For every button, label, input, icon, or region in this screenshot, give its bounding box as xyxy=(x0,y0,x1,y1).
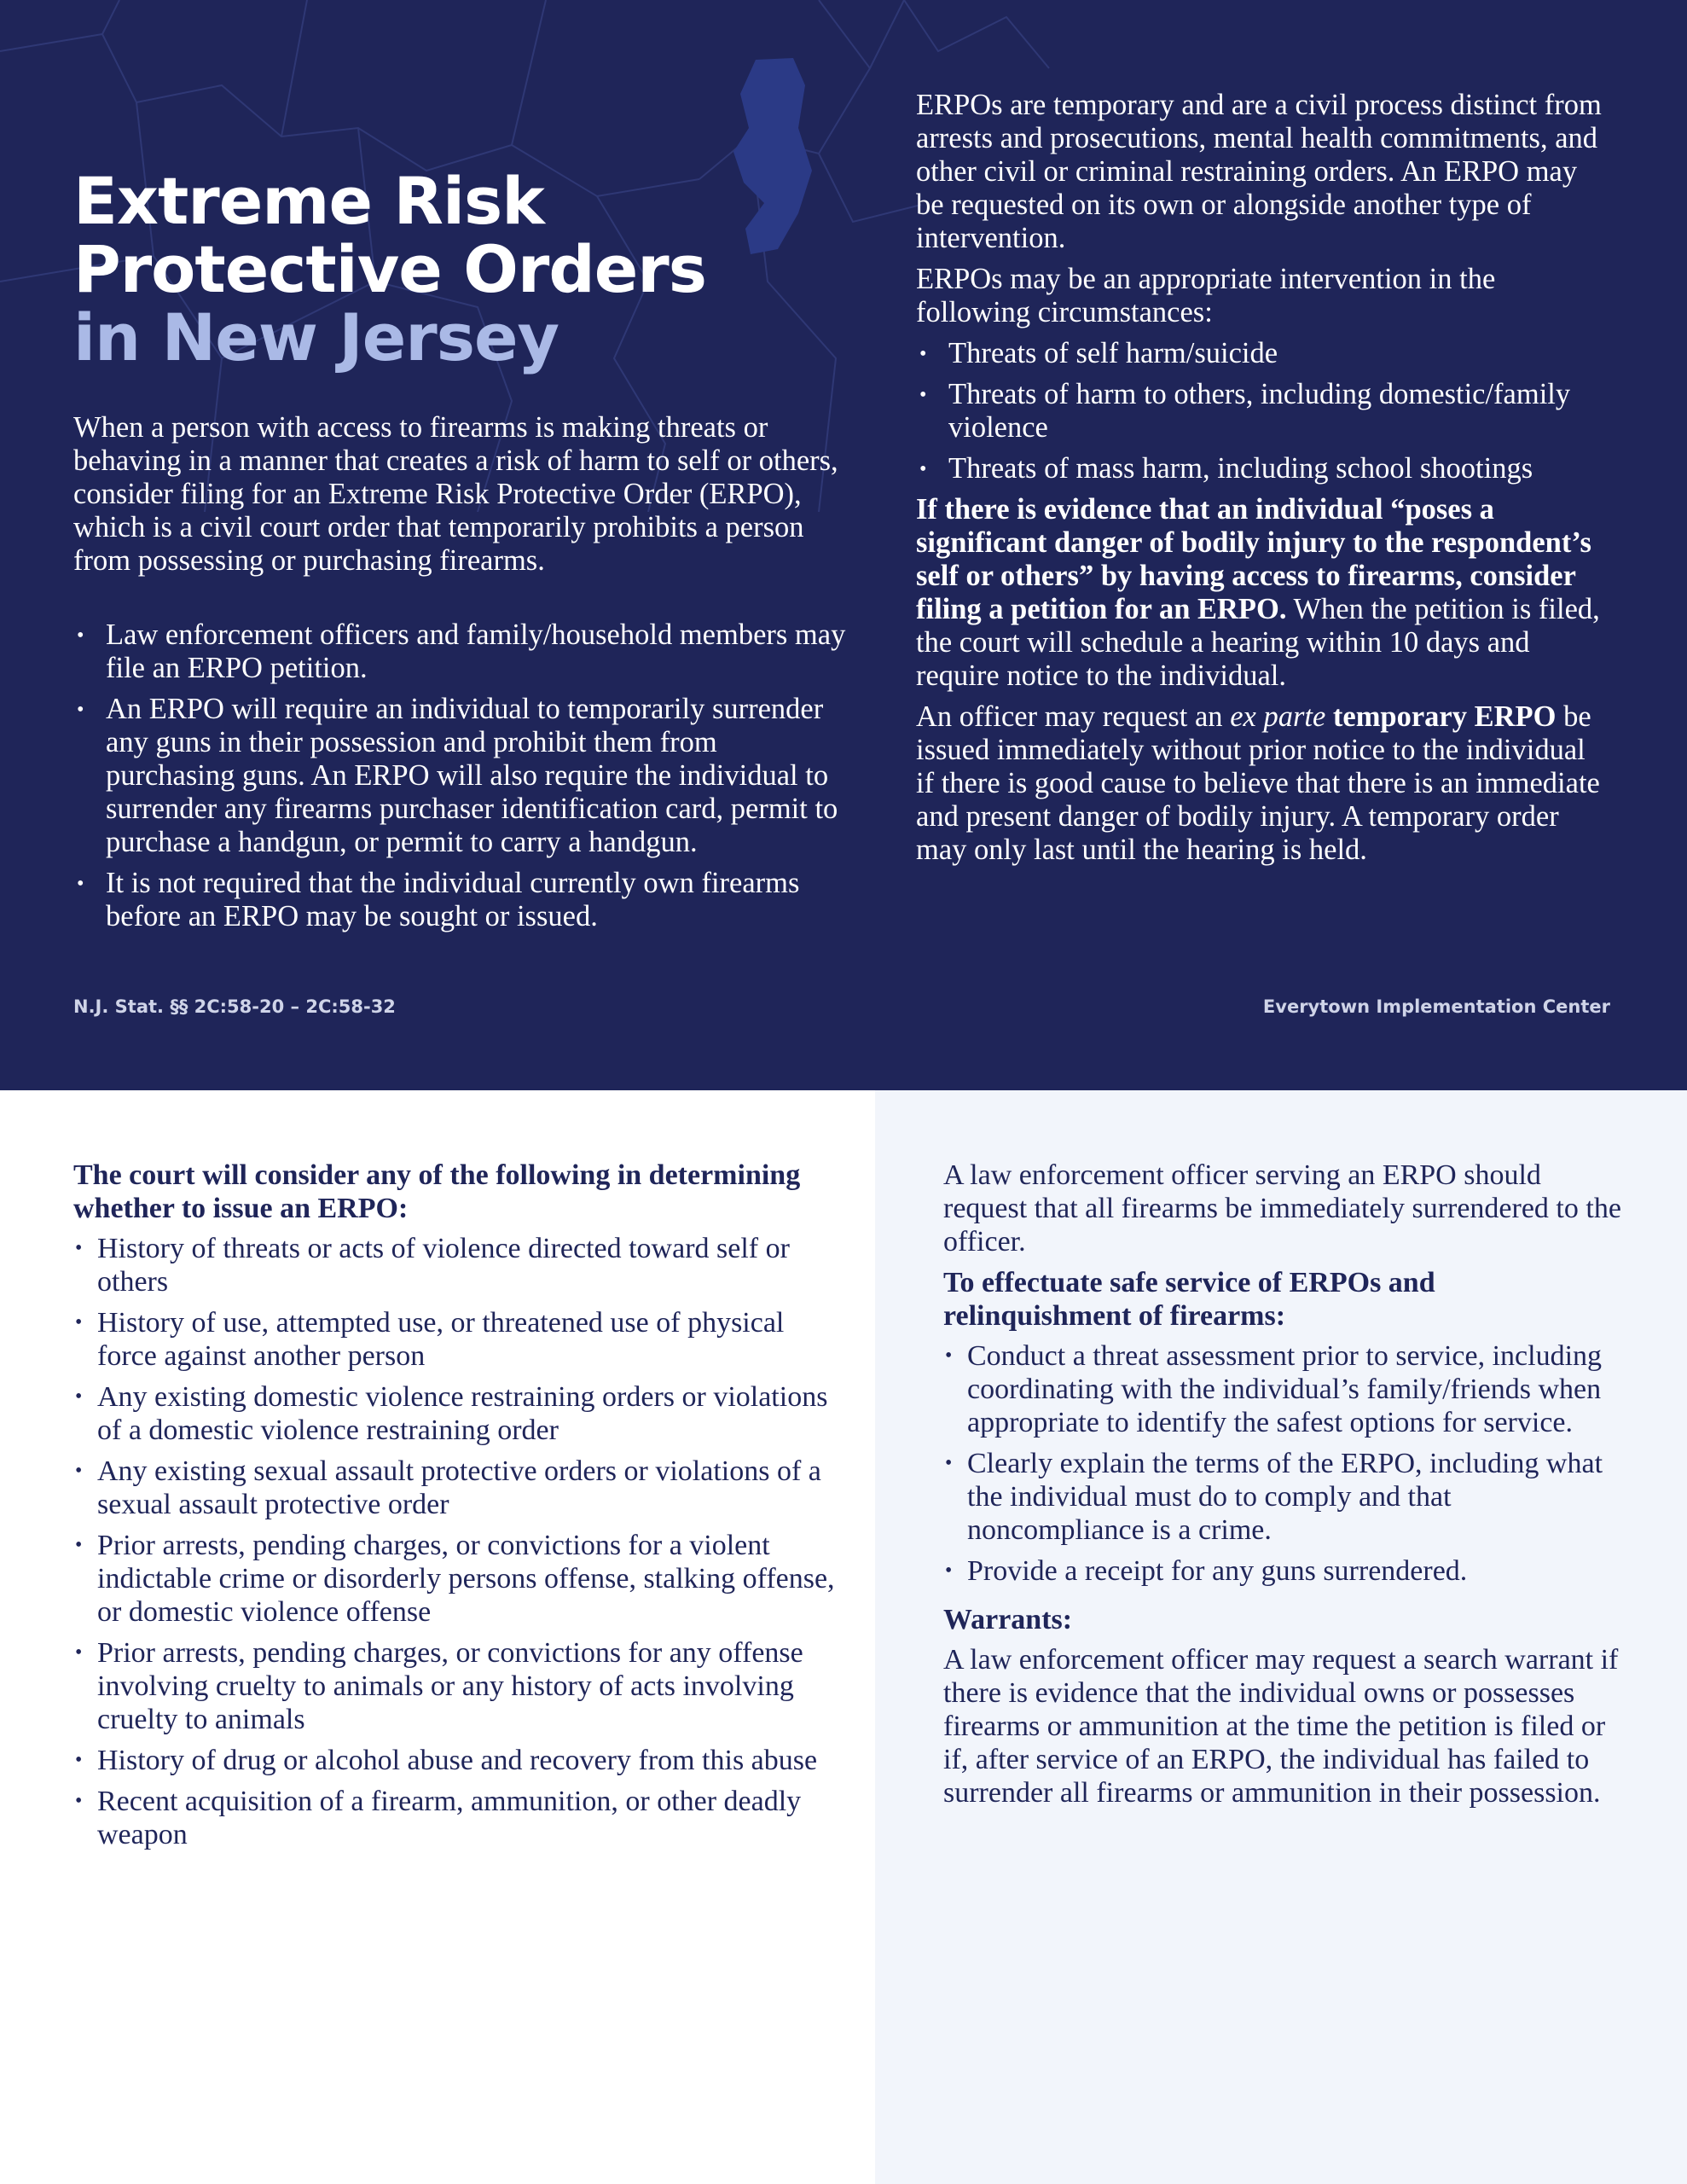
title-line-3: in New Jersey xyxy=(73,299,559,375)
temporary-erpo-text: temporary ERPO xyxy=(1325,700,1557,733)
court-factors-list xyxy=(73,1232,841,1851)
list-item: • History of use, attempted use, or threatened use of physical force against another person xyxy=(73,1306,841,1373)
court-heading: The court will consider any of the following in determining whether to issue an ERPO: xyxy=(73,1159,801,1224)
list-item: • History of drug or alcohol abuse and recovery from this abuse xyxy=(73,1744,841,1777)
list-item: • Prior arrests, pending charges, or convictions for any offense involving cruelty to animals or any history of acts involving cruelty to animals xyxy=(73,1636,841,1736)
temporary-order-text-a: An officer may request an xyxy=(916,700,1231,733)
evidence-bold-text: If there is evidence that an individual “poses a significant danger of bodily injury to the respondent’s self or others” by having access to firearms, consider filing a petition for an ERPO. xyxy=(916,493,1591,625)
statute-citation: N.J. Stat. §§ 2C:58-20 – 2C:58-32 xyxy=(73,996,396,1017)
new-jersey-shape xyxy=(733,58,812,254)
erpo-overview-column xyxy=(916,89,1607,874)
list-item: • Any existing domestic violence restraining orders or violations of a domestic violence restraining order xyxy=(73,1380,841,1447)
circumstances-list xyxy=(916,337,1607,485)
list-item: • Prior arrests, pending charges, or convictions for a violent indictable crime or disorderly persons offense, stalking offense, or domestic violence offense xyxy=(73,1529,841,1629)
list-item: • Recent acquisition of a firearm, ammunition, or other deadly weapon xyxy=(73,1785,841,1851)
service-steps-list xyxy=(943,1339,1626,1588)
warrants-heading: Warrants: xyxy=(943,1604,1073,1635)
ex-parte-text: ex parte xyxy=(1230,700,1326,733)
publisher-credit: Everytown Implementation Center xyxy=(1262,996,1610,1017)
list-item: • Law enforcement officers and family/household members may file an ERPO petition. xyxy=(73,619,849,685)
service-section xyxy=(943,1159,1626,1817)
evidence-paragraph xyxy=(916,493,1607,693)
list-item: • Any existing sexual assault protective orders or violations of a sexual assault protective order xyxy=(73,1455,841,1521)
overview-paragraph: ERPOs are temporary and are a civil process distinct from arrests and prosecutions, mental health commitments, and other civil or criminal restraining orders. An ERPO may be requested on its own or alongside another type of intervention. xyxy=(916,89,1602,254)
list-item: • Conduct a threat assessment prior to service, including coordinating with the individual’s family/friends when appropriate to identify the safest options for service. xyxy=(943,1339,1626,1439)
list-item: • An ERPO will require an individual to temporarily surrender any guns in their possession and prohibit them from purchasing guns. An ERPO will also require the individual to surrender any firearms purchaser identification card, permit to purchase a handgun, or permit to carry a handgun. xyxy=(73,693,849,859)
service-intro: A law enforcement officer serving an ERPO should request that all firearms be immediately surrendered to the officer. xyxy=(943,1159,1621,1258)
list-item: • Threats of mass harm, including school shootings xyxy=(916,452,1607,485)
title-line-2: Protective Orders xyxy=(73,231,706,307)
warrants-paragraph: A law enforcement officer may request a search warrant if there is evidence that the individual owns or possesses firearms or ammunition at the time the petition is filed or if, after service of an ERPO, the individual has failed to surrender all firearms or ammunition in their possession. xyxy=(943,1644,1619,1809)
service-heading: To effectuate safe service of ERPOs and relinquishment of firearms: xyxy=(943,1267,1435,1332)
list-item: • Clearly explain the terms of the ERPO, including what the individual must do to comply and that noncompliance is a crime. xyxy=(943,1447,1626,1547)
intro-bullet-list xyxy=(73,619,849,941)
list-item: • Threats of self harm/suicide xyxy=(916,337,1607,370)
list-item: • Threats of harm to others, including domestic/family violence xyxy=(916,378,1607,444)
hero-panel xyxy=(0,0,1687,1090)
list-item: • Provide a receipt for any guns surrendered. xyxy=(943,1554,1626,1588)
list-item: • History of threats or acts of violence directed toward self or others xyxy=(73,1232,841,1298)
page-title xyxy=(73,163,706,375)
temporary-order-paragraph xyxy=(916,700,1607,867)
intro-paragraph: When a person with access to firearms is making threats or behaving in a manner that creates a risk of harm to self or others, consider filing for an Extreme Risk Protective Order (ERPO), which is a civil court order that temporarily prohibits a person from possessing or purchasing firearms. xyxy=(73,411,838,577)
court-considerations-section xyxy=(73,1159,841,1859)
title-line-1: Extreme Risk xyxy=(73,163,544,239)
temporary-order-text-b: be issued immediately without prior notice to the individual if there is good cause to believe that there is an immediate and present danger of bodily injury. A temporary order may only last until the hearing is held. xyxy=(916,700,1600,866)
circumstances-paragraph: ERPOs may be an appropriate intervention in the following circumstances: xyxy=(916,263,1496,328)
list-item: • It is not required that the individual currently own firearms before an ERPO may be sought or issued. xyxy=(73,867,849,933)
evidence-text: When the petition is filed, the court will schedule a hearing within 10 days and require notice to the individual. xyxy=(916,593,1600,692)
